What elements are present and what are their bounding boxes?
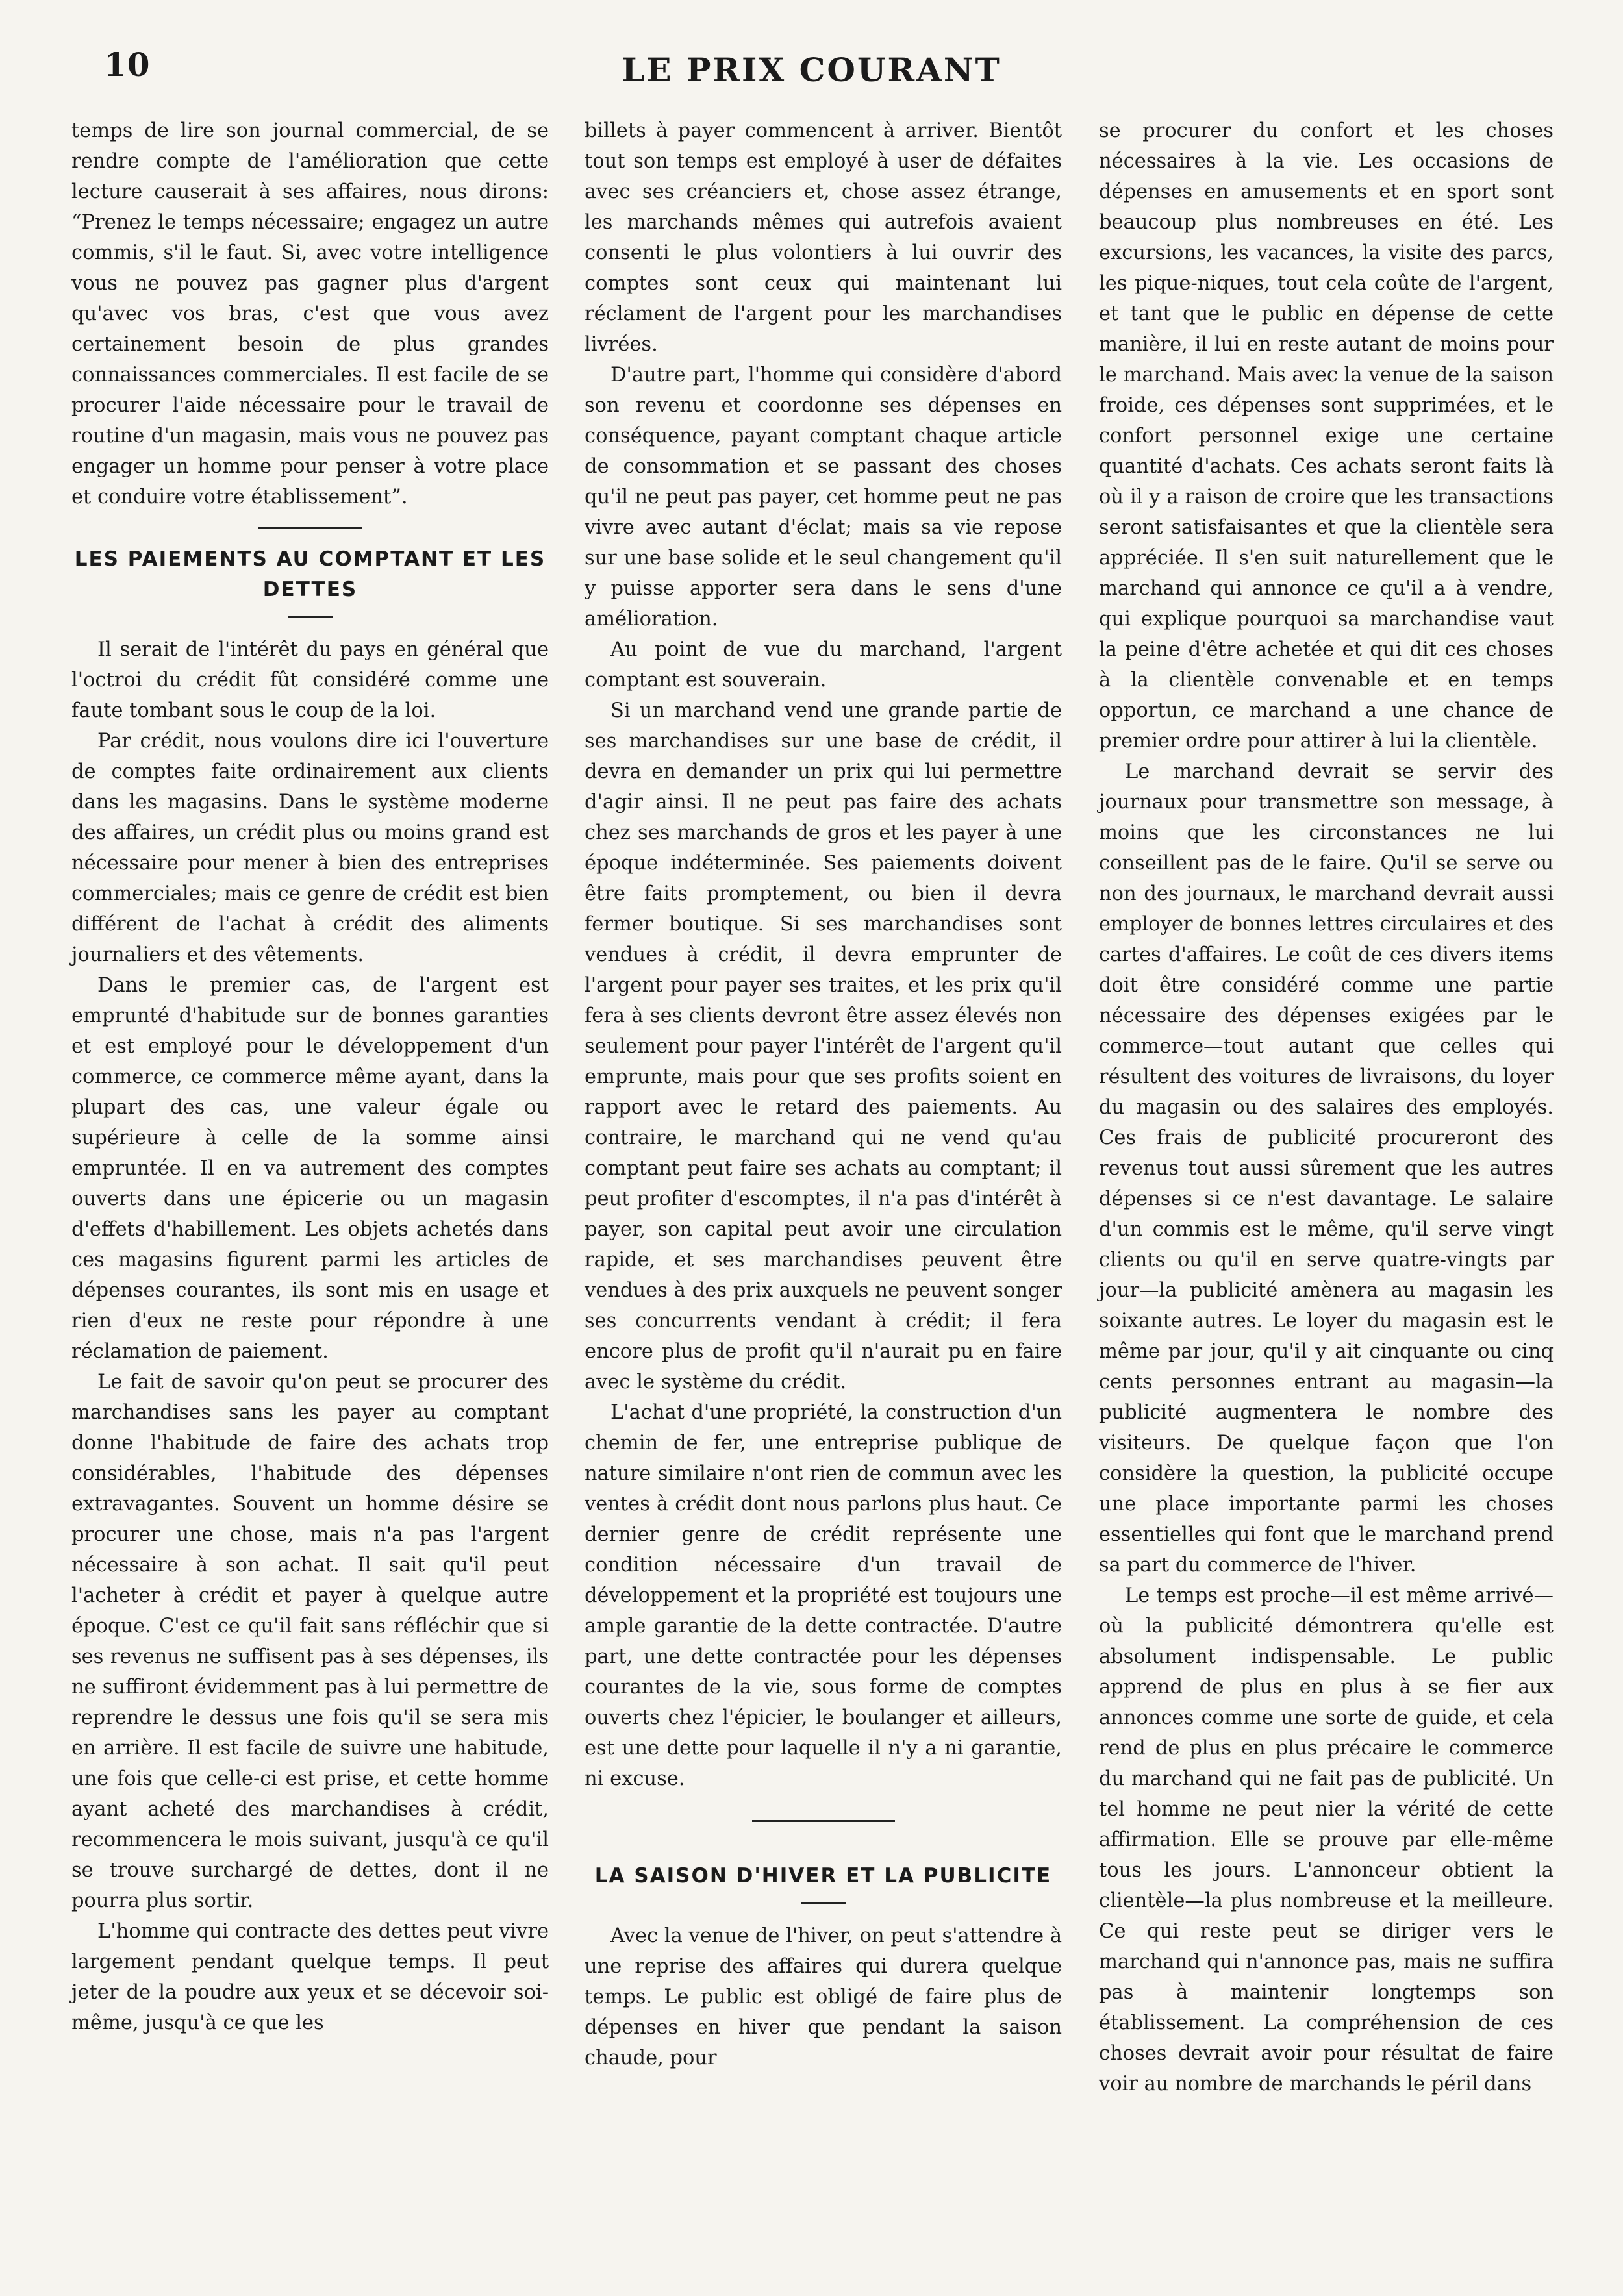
paragraph: D'autre part, l'homme qui considère d'abord son revenu et coordonne ses dépenses en conséquence, payant comptant chaque article de consommation et se passant des choses qu'il ne peut pas payer, cet homme peut ne pas vivre avec autant d'éclat; mais sa vie repose sur une base solide et le seul changement qu'il y puisse apporter sera dans le sens d'une amélioration. <box>585 364 1062 630</box>
paragraph: billets à payer commencent à arriver. Bientôt tout son temps est employé à user de défaites avec ses créanciers et, chose assez étrange, les marchands mêmes qui autrefois avaient consenti le plus volontiers à lui ouvrir des comptes sont ceux qui maintenant lui réclament de l'argent pour les marchandises livrées. <box>585 119 1062 356</box>
section-heading: LA SAISON D'HIVER ET LA PUBLICITE <box>594 1864 1052 1888</box>
paragraph: se procurer du confort et les choses nécessaires à la vie. Les occasions de dépenses en amusements et en sport sont beaucoup plus nombreuses en été. Les excursions, les vacances, la visite des parcs, les pique-niques, tout cela coûte de l'argent, et tant que le public en dépense de cette manière, il lui en reste autant de moins pour le marchand. Mais avec la venue de la saison froide, ces dépenses sont supprimées, et le confort personnel exige une certaine quantité d'achats. Ces achats seront faits là où il y a raison de croire que les transactions seront satisfaisantes et que la clientèle sera appréciée. Il s'en suit naturellement que le marchand qui annonce ce qu'il a à vendre, qui explique pourquoi sa marchandise vaut la peine d'être achetée et qui dit ces choses à la clientèle convenable et en temps opportun, ce marchand a une chance de premier ordre pour attirer à lui la clientèle. <box>1099 119 1554 753</box>
paragraph: Le fait de savoir qu'on peut se procurer des marchandises sans les payer au comptant donne l'habitude de faire des achats trop considérables, l'habitude des dépenses extravagantes. Souvent un homme désire se procurer une chose, mais n'a pas l'argent nécessaire à son achat. Il sait qu'il peut l'acheter à crédit et payer à quelque autre époque. C'est ce qu'il fait sans réfléchir que si ses revenus ne suffisent pas à ses dépenses, ils ne suffiront évidemment pas à lui permettre de reprendre le dessus une fois qu'il se sera mis en arrière. Il est facile de suivre une habitude, une fois que celle-ci est prise, et cette homme ayant acheté des marchandises à crédit, recommencera le mois suivant, jusqu'à ce qu'il se trouve surchargé de dettes, dont il ne pourra plus sortir. <box>71 1371 549 1912</box>
section-heading: LES PAIEMENTS AU COMPTANT ET LES DETTES <box>74 547 546 601</box>
page-number: 10 <box>104 45 151 84</box>
section-divider <box>258 527 362 529</box>
paragraph: Avec la venue de l'hiver, on peut s'attendre à une reprise des affaires qui durera quelque temps. Le public est obligé de faire plus de dépenses en hiver que pendant la saison chaude, pour <box>585 1925 1062 2069</box>
running-head: LE PRIX COURANT <box>622 51 1001 89</box>
heading-underline <box>288 616 333 618</box>
paragraph: L'achat d'une propriété, la construction d'un chemin de fer, une entreprise publique de nature similaire n'ont rien de commun avec les ventes à crédit dont nous parlons plus haut. Ce dernier genre de crédit représente une condition nécessaire d'un travail de développement et la propriété est toujours une ample garantie de la dette contractée. D'autre part, une dette contractée pour les dépenses courantes de la vie, sous forme de comptes ouverts chez l'épicier, le boulanger et ailleurs, est une dette pour laquelle il n'y a ni garantie, ni excuse. <box>585 1401 1062 1790</box>
paragraph: temps de lire son journal commercial, de se rendre compte de l'amélioration que cette lecture causerait à ses affaires, nous dirons: “Prenez le temps nécessaire; engagez un autre commis, s'il le faut. Si, avec votre intelligence vous ne pouvez pas gagner plus d'argent qu'avec vos bras, c'est que vous avez certainement besoin de plus grandes connaissances commerciales. Il est facile de se procurer l'aide nécessaire pour le travail de routine d'un magasin, mais vous ne pouvez pas engager un homme pour penser à votre place et conduire votre établissement”. <box>71 119 549 508</box>
paragraph: Dans le premier cas, de l'argent est emprunté d'habitude sur de bonnes garanties et est employé pour le développement d'un commerce, ce commerce même ayant, dans la plupart des cas, une valeur égale ou supérieure à celle de la somme ainsi empruntée. Il en va autrement des comptes ouverts dans une épicerie ou un magasin d'effets d'habillement. Les objets achetés dans ces magasins figurent parmi les articles de dépenses courantes, ils sont mis en usage et rien d'eux ne reste pour répondre à une réclamation de paiement. <box>71 974 549 1363</box>
paragraph: Par crédit, nous voulons dire ici l'ouverture de comptes faite ordinairement aux clients dans les magasins. Dans le système moderne des affaires, un crédit plus ou moins grand est nécessaire pour mener à bien des entreprises commerciales; mais ce genre de crédit est bien différent de l'achat à crédit des aliments journaliers et des vêtements. <box>71 730 549 966</box>
paragraph: Le marchand devrait se servir des journaux pour transmettre son message, à moins que les circonstances ne lui conseillent pas de le faire. Qu'il se serve ou non des journaux, le marchand devrait aussi employer de bonnes lettres circulaires et des cartes d'affaires. Le coût de ces divers items doit être considéré comme une partie nécessaire des dépenses exigées par le commerce—tout autant que celles qui résultent des voitures de livraisons, du loyer du magasin ou des salaires des employés. Ces frais de publicité procureront des revenus tout aussi sûrement que les autres dépenses si ce n'est davantage. Le salaire d'un commis est le même, qu'il serve vingt clients ou qu'il en serve quatre-vingts par jour—la publicité amènera au magasin les soixante autres. Le loyer du magasin est le même par jour, qu'il y ait cinquante ou cinq cents personnes entrant au magasin—la publicité augmentera le nombre des visiteurs. De quelque façon que l'on considère la question, la publicité occupe une place importante parmi les choses essentielles qui font que le marchand prend sa part du commerce de l'hiver. <box>1099 760 1554 1577</box>
section-divider <box>752 1820 895 1822</box>
paragraph: Il serait de l'intérêt du pays en général que l'octroi du crédit fût considéré comme une faute tombant sous le coup de la loi. <box>71 638 549 722</box>
paragraph: L'homme qui contracte des dettes peut vivre largement pendant quelque temps. Il peut jeter de la poudre aux yeux et se décevoir soi-même, jusqu'à ce que les <box>71 1920 549 2034</box>
heading-underline <box>801 1902 846 1904</box>
paragraph: Le temps est proche—il est même arrivé—où la publicité démontrera qu'elle est absolument indispensable. Le public apprend de plus en plus à se fier aux annonces comme une sorte de guide, et cela rend de plus en plus précaire le commerce du marchand qui ne fait pas de publicité. Un tel homme ne peut nier la vérité de cette affirmation. Elle se prouve par elle-même tous les jours. L'annonceur obtient la clientèle—la plus nombreuse et la meilleure. Ce qui reste peut se diriger vers le marchand qui n'annonce pas, mais ne suffira pas à maintenir longtemps son établissement. La compréhension de ces choses devrait avoir pour résultat de faire voir au nombre de marchands le péril dans <box>1099 1584 1554 2095</box>
column-2 <box>585 116 1062 2073</box>
paragraph: Si un marchand vend une grande partie de ses marchandises sur une base de crédit, il devra en demander un prix qui lui permettre d'agir ainsi. Il ne peut pas faire des achats chez ses marchands de gros et les payer à une époque indéterminée. Ses paiements doivent être faits promptement, ou bien il devra fermer boutique. Si ses marchandises sont vendues à crédit, il devra emprunter de l'argent pour payer ses traites, et les prix qu'il fera à ses clients devront être assez élevés non seulement pour payer l'intérêt de l'argent qu'il emprunte, mais pour que ses profits soient en rapport avec le retard des paiements. Au contraire, le marchand qui ne vend qu'au comptant peut faire ses achats au comptant; il peut profiter d'escomptes, il n'a pas d'intérêt à payer, son capital peut avoir une circulation rapide, et ses marchandises peuvent être vendues à des prix auxquels ne peuvent songer ses concurrents vendant à crédit; il fera encore plus de profit qu'il n'aurait pu en faire avec le système du crédit. <box>585 699 1062 1393</box>
column-1 <box>71 116 549 2038</box>
column-3 <box>1099 116 1554 2099</box>
paragraph: Au point de vue du marchand, l'argent comptant est souverain. <box>585 638 1062 692</box>
